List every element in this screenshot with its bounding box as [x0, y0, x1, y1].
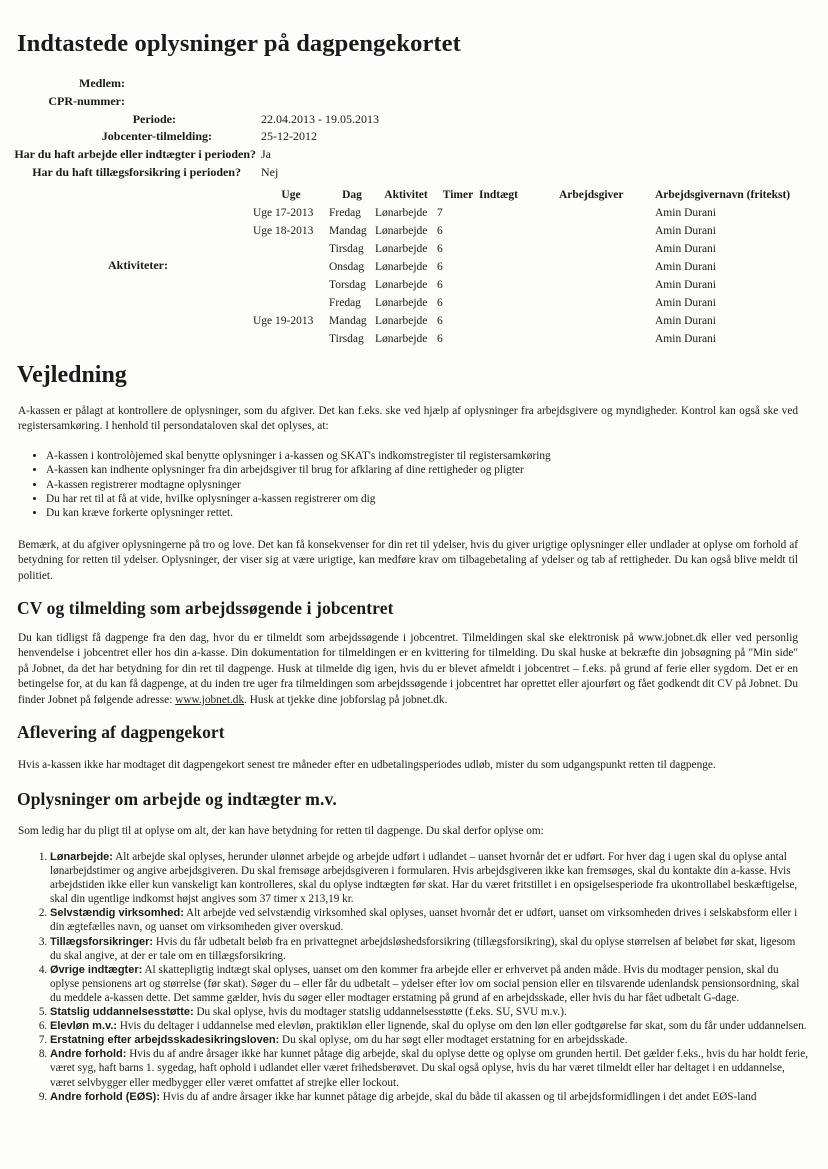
list-item [50, 1047, 808, 1089]
cell-indtaegt [479, 330, 559, 348]
cell-dag: Mandag [329, 315, 367, 327]
list-item-title: Statslig uddannelsesstøtte: [50, 1006, 194, 1019]
vejledning-note: Bemærk, at du afgiver oplysningerne på tro og love. Det kan få konsekvenser for din ret til ydelser, hvis du giver urigtige oplysninger eller undlader at oplyse om forhold af betydning for retten til ydelser. Oplysninger, der viser sig at være urigtige, kan medføre krav om tilbagebetaling af ydelser og tab af rettigheder. Du kan også blive meldt til politiet. [18, 539, 798, 582]
list-item-text: Alt arbejde ved selvstændig virksomhed skal oplyses, uanset hvornår det er udført, uanset om virksomheden drives i selskabsform eller i din ægtefælles navn, og uanset om virksomheden giver overskud. [50, 907, 798, 934]
vejledning-heading: Vejledning [17, 362, 127, 388]
list-item-title: Øvrige indtægter: [50, 963, 143, 976]
table-row [253, 258, 790, 276]
list-item-text: Hvis du deltager i uddannelse med elevløn, praktikløn eller lignende, skal du oplyse om den løn eller godtgørelse før skat, som du får under uddannelsen. [117, 1020, 807, 1033]
info-block [14, 75, 808, 182]
cell-indtaegt [479, 276, 559, 294]
cell-timer: 6 [437, 261, 443, 273]
table-row [253, 294, 790, 312]
table-row [253, 276, 790, 294]
col-header-aktivitet: Aktivitet [384, 189, 428, 201]
cell-timer: 6 [437, 243, 443, 255]
cell-aktivitet: Lønarbejde [375, 333, 428, 345]
info-value: Ja [261, 147, 271, 162]
list-item-text: Du skal oplyse, om du har søgt eller modtaget erstatning for en arbejdsskade. [279, 1034, 628, 1047]
cv-text-part: Du kan tidligst få dagpenge fra den dag, hvor du er tilmeldt som arbejdssøgende i jobcentret. Tilmeldingen skal ske elektronisk på www.jobnet.dk eller ved personlig henvendelse i jobcentret eller hos din a-kasse. Din dokumentation for tilmeldingen er en kvittering for tilmelding. Du skal huske at bekræfte din jobsøgning på "Min side" på Jobnet, da det har betydning for din ret til dagpenge. Husk at tilmelde dig igen, hvis du er blevet afmeldt i jobcentret – f.eks. på grund af ferie eller sygdom. Det er en betingelse for, at du kan få dagpenge, at du inden tre uger fra tilmeldingen som arbejdssøgende i jobcentret har oprettet eller ajourført og fået godkendt dit CV på Jobnet. Du finder Jobnet på følgende adresse: [18, 632, 798, 706]
cv-text-part: . Husk at tjekke dine jobforslag på jobnet.dk. [244, 693, 448, 706]
info-label: Medlem: [79, 76, 125, 90]
info-row-arbejde [14, 146, 808, 164]
col-header-dag: Dag [342, 189, 362, 201]
cell-timer: 6 [437, 315, 443, 327]
cell-arbejdsgivernavn: Amin Durani [655, 225, 717, 237]
cell-uge: Uge 19-2013 [253, 315, 314, 327]
list-item-text: Hvis du får udbetalt beløb fra en privattegnet arbejdsløshedsforsikring (tillægsforsikring), skal du oplyse størrelsen af beløbet før skat, ligesom du skal angive, at der er tale om en tillægsforsikring. [50, 935, 796, 962]
cell-timer: 7 [437, 207, 443, 219]
col-header-arbejdsgivernavn: Arbejdsgivernavn (fritekst) [655, 189, 791, 201]
list-item [50, 906, 808, 934]
cell-arbejdsgiver [559, 222, 655, 240]
info-value: 22.04.2013 - 19.05.2013 [261, 111, 379, 126]
info-row-cpr [18, 93, 808, 111]
cell-uge [253, 330, 329, 348]
cell-uge [253, 240, 329, 258]
aflevering-text: Hvis a-kassen ikke har modtaget dit dagpengekort senest tre måneder efter en udbetalingsperiodes udløb, mister du som udgangspunkt retten til dagpenge. [18, 759, 716, 771]
cell-arbejdsgiver [559, 258, 655, 276]
cell-timer: 6 [437, 225, 443, 237]
cell-indtaegt [479, 240, 559, 258]
list-item-title: Lønarbejde: [50, 851, 113, 863]
cell-arbejdsgivernavn: Amin Durani [655, 207, 717, 219]
cell-arbejdsgivernavn: Amin Durani [655, 243, 717, 255]
cell-uge [253, 276, 329, 294]
activities-label: Aktiviteter: [108, 258, 168, 272]
list-item: • A-kassen i kontrolòjemed skal benytte oplysninger i a-kassen og SKAT's indkomstregister til registersamkøring [46, 449, 796, 463]
cell-dag: Tirsdag [329, 243, 364, 255]
activities-header-row [253, 186, 790, 204]
list-item [50, 1005, 808, 1019]
cell-arbejdsgiver [559, 276, 655, 294]
cell-arbejdsgiver [559, 330, 655, 348]
col-header-uge: Uge [281, 189, 301, 201]
info-row-tillaeg [18, 164, 808, 182]
cell-dag: Tirsdag [329, 333, 364, 345]
cell-arbejdsgiver [559, 204, 655, 222]
list-item [50, 1033, 808, 1047]
list-item: • A-kassen kan indhente oplysninger fra din arbejdsgiver til brug for afklaring af dine rettigheder og pligter [46, 463, 796, 477]
cell-arbejdsgiver [559, 294, 655, 312]
oplysninger-list [18, 850, 808, 1104]
cell-timer: 6 [437, 279, 443, 291]
info-label: Har du haft arbejde eller indtægter i perioden? [14, 147, 256, 162]
cell-indtaegt [479, 204, 559, 222]
cell-timer: 6 [437, 297, 443, 309]
cell-dag: Mandag [329, 225, 367, 237]
cell-indtaegt [479, 294, 559, 312]
cell-arbejdsgivernavn: Amin Durani [655, 261, 717, 273]
list-item-text: Al skattepligtig indtægt skal oplyses, uanset om den kommer fra arbejde eller er erhvervet på anden måde. Hvis du modtager pension, skal du oplyse pensionens art og størrelse (før skat). Søger du – eller får du udbetalt – ydelser efter lov om social pension eller en tilsvarende udenlandsk pensionsordning, skal du meddele a-kassen dette. Det samme gælder, hvis du søger eller modtager erstatning på grund af en arbejdsskade, eller hvis du har fået udbetalt G-dage. [50, 963, 800, 1004]
cell-indtaegt [479, 312, 559, 330]
list-item [50, 850, 808, 906]
cell-dag: Fredag [329, 207, 361, 219]
list-item [50, 935, 808, 963]
vejledning-intro: A-kassen er pålagt at kontrollere de oplysninger, som du afgiver. Det kan f.eks. ske ved hjælp af oplysninger fra arbejdsgivere og myndigheder. Kontrol kan også ske ved registersamkøring. I henhold til persondataloven skal det oplyses, at: [18, 405, 798, 433]
info-label: Har du haft tillægsforsikring i perioden? [32, 164, 241, 179]
cell-aktivitet: Lønarbejde [375, 207, 428, 219]
oplysninger-heading: Oplysninger om arbejde og indtægter m.v. [17, 789, 337, 809]
info-label: Periode: [132, 111, 176, 126]
cell-timer: 6 [437, 333, 443, 345]
list-item-title: Selvstændig virksomhed: [50, 907, 184, 920]
list-item-title: Andre forhold (EØS): [50, 1090, 160, 1103]
cell-aktivitet: Lønarbejde [375, 225, 428, 237]
table-row [253, 312, 790, 330]
list-item [50, 1090, 808, 1104]
oplysninger-intro: Som ledig har du pligt til at oplyse om alt, der kan have betydning for retten til dagpenge. Du skal derfor oplyse om: [18, 825, 544, 837]
cell-dag: Onsdag [329, 261, 365, 273]
list-item [50, 963, 808, 1005]
table-row [253, 222, 790, 240]
col-header-arbejdsgiver: Arbejdsgiver [559, 189, 624, 201]
aflevering-heading: Aflevering af dagpengekort [17, 722, 225, 742]
info-label: Jobcenter-tilmelding: [101, 129, 212, 144]
info-label: CPR-nummer: [48, 93, 125, 108]
col-header-timer: Timer [442, 189, 474, 201]
list-item-title: Tillægsforsikringer: [50, 935, 154, 948]
info-value: 25-12-2012 [261, 129, 317, 144]
cell-indtaegt [479, 222, 559, 240]
cell-arbejdsgivernavn: Amin Durani [655, 333, 717, 345]
list-item-text: Hvis du af andre årsager ikke har kunnet påtage dig arbejde, skal du både til akassen og til arbejdsformidlingen i det andet EØS-land [160, 1090, 757, 1103]
list-item-title: Andre forhold: [50, 1048, 127, 1061]
cell-arbejdsgivernavn: Amin Durani [655, 279, 717, 291]
list-item: • A-kassen registrerer modtagne oplysninger [46, 478, 796, 492]
cell-arbejdsgiver [559, 312, 655, 330]
cell-uge: Uge 18-2013 [253, 225, 314, 237]
cell-arbejdsgivernavn: Amin Durani [655, 297, 717, 309]
info-value: Nej [261, 164, 279, 179]
cv-text [18, 631, 798, 708]
cell-aktivitet: Lønarbejde [375, 261, 428, 273]
cell-dag: Fredag [329, 297, 361, 309]
jobnet-link[interactable]: www.jobnet.dk [175, 693, 245, 706]
table-row [253, 330, 790, 348]
list-item: • Du kan kræve forkerte oplysninger rettet. [46, 506, 796, 520]
col-header-indtaegt: Indtægt [479, 189, 518, 201]
list-item-text: Du skal oplyse, hvis du modtager statslig uddannelsesstøtte (f.eks. SU, SVU m.v.). [193, 1006, 567, 1019]
info-row-medlem [18, 75, 808, 93]
list-item-text: Hvis du af andre årsager ikke har kunnet påtage dig arbejde, skal du oplyse dette og oplyse om grunden hertil. Det gælder f.eks., hvis du har holdt ferie, været syg, haft barns 1. sygedag, haft ophold i udlandet eller været frihedsberøvet. Du skal også oplyse, hvis du har været tilmeldt eller har deltaget i en uddannelse, været selvbygger eller medbygger eller været omfattet af strejke eller lockout. [50, 1048, 809, 1089]
page-title: Indtastede oplysninger på dagpengekortet [17, 30, 461, 57]
info-row-jobcenter [18, 128, 808, 146]
cell-arbejdsgiver [559, 240, 655, 258]
list-item-text: Alt arbejde skal oplyses, herunder ulønnet arbejde og arbejde udført i udlandet – uanset hvornår det er udført. For hver dag i ugen skal du oplyse antal lønarbejdstimer og angive arbejdsgiveren. Du skal fremsøge arbejdsgiveren i formularen. Hvis arbejdsgiveren ikke kan fremsøges, skal du kontakte din a-kasse. Hvis arbejdstiden ikke eller kun vanskeligt kan kontrolleres, skal du oplyse indtægten før skat. Har du været fritstillet i en opsigelsesperiode fra ukontrollabel beskæftigelse, skal din ugentlige indkomst højst angives som 37 timer x 213,19 kr. [50, 851, 798, 906]
list-item-title: Elevløn m.v.: [50, 1020, 118, 1033]
table-row [253, 204, 790, 222]
info-row-periode [18, 111, 808, 129]
cv-heading: CV og tilmelding som arbejdssøgende i jobcentret [17, 598, 394, 618]
cell-indtaegt [479, 258, 559, 276]
table-row [253, 240, 790, 258]
list-item-title: Erstatning efter arbejdsskadesikringsloven: [50, 1034, 280, 1047]
cell-arbejdsgivernavn: Amin Durani [655, 315, 717, 327]
cell-aktivitet: Lønarbejde [375, 315, 428, 327]
cell-uge [253, 258, 329, 276]
cell-dag: Torsdag [329, 279, 366, 291]
list-item: • Du har ret til at få at vide, hvilke oplysninger a-kassen registrerer om dig [46, 492, 796, 506]
cell-aktivitet: Lønarbejde [375, 243, 428, 255]
activities-table [253, 186, 790, 348]
list-item [50, 1019, 808, 1033]
cell-uge: Uge 17-2013 [253, 207, 314, 219]
cell-uge [253, 294, 329, 312]
vejledning-bullet-list [18, 449, 796, 520]
cell-aktivitet: Lønarbejde [375, 279, 428, 291]
cell-aktivitet: Lønarbejde [375, 297, 428, 309]
